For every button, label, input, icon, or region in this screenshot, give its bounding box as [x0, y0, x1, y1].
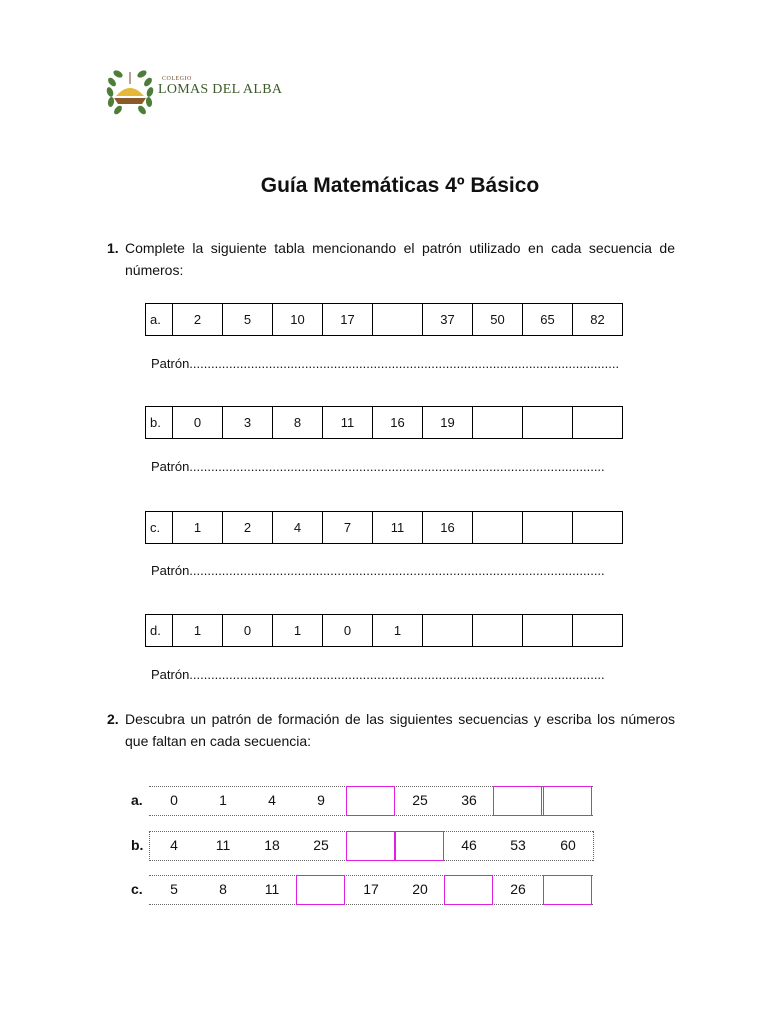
answer-box[interactable] — [296, 875, 345, 905]
blank-answer-cell[interactable] — [373, 304, 423, 336]
sequence-label: d. — [146, 615, 173, 647]
pattern-answer-line[interactable]: Patrón....................................................................................................................... — [151, 356, 620, 371]
sequence-value: 46 — [461, 837, 477, 853]
sequence-table — [145, 614, 623, 647]
sequence-value: 8 — [219, 881, 227, 897]
blank-answer-cell[interactable] — [573, 615, 623, 647]
answer-box[interactable] — [395, 831, 444, 861]
page-title: Guía Matemáticas 4º Básico — [260, 174, 540, 197]
sequence-cell: 4 — [273, 512, 323, 544]
logo-subtitle: COLEGIO — [162, 76, 192, 82]
pattern-answer-line[interactable]: Patrón................................................................................................................... — [151, 459, 605, 474]
sequence-value: 4 — [268, 792, 276, 808]
sequence-row — [125, 875, 605, 905]
sequence-value: 4 — [170, 837, 178, 853]
sequence-label: c. — [131, 881, 143, 897]
sequence-cell: 37 — [423, 304, 473, 336]
sequence-cell: 17 — [323, 304, 373, 336]
answer-box[interactable] — [444, 875, 493, 905]
sequence-cell: 3 — [223, 407, 273, 439]
sequence-value: 0 — [170, 792, 178, 808]
sequence-label: a. — [146, 304, 173, 336]
blank-answer-cell[interactable] — [473, 407, 523, 439]
blank-answer-cell[interactable] — [523, 407, 573, 439]
question-number: 2. — [107, 711, 119, 727]
blank-answer-cell[interactable] — [523, 615, 573, 647]
answer-box[interactable] — [543, 875, 592, 905]
blank-answer-cell[interactable] — [573, 407, 623, 439]
sequence-value: 25 — [313, 837, 329, 853]
sequence-cell: 2 — [223, 512, 273, 544]
sequence-value: 53 — [510, 837, 526, 853]
sequence-cell: 1 — [373, 615, 423, 647]
sequence-value: 1 — [219, 792, 227, 808]
sequence-value: 26 — [510, 881, 526, 897]
sequence-cell: 0 — [323, 615, 373, 647]
sequence-cell: 5 — [223, 304, 273, 336]
question-text: Complete la siguiente tabla mencionando el patrón utilizado en cada secuencia de números: — [125, 240, 675, 278]
sequence-cell: 10 — [273, 304, 323, 336]
sequence-cell: 16 — [373, 407, 423, 439]
laurel-emblem-icon — [104, 62, 156, 118]
sequence-value: 20 — [412, 881, 428, 897]
answer-box[interactable] — [346, 831, 395, 861]
sequence-cell: 11 — [323, 407, 373, 439]
sequence-cell: 8 — [273, 407, 323, 439]
blank-answer-cell[interactable] — [423, 615, 473, 647]
sequence-label: a. — [131, 792, 143, 808]
blank-answer-cell[interactable] — [573, 512, 623, 544]
sequence-table — [145, 511, 623, 544]
sequence-value: 9 — [317, 792, 325, 808]
dotted-line — [149, 904, 593, 905]
dotted-separator — [593, 831, 594, 861]
sequence-cell: 65 — [523, 304, 573, 336]
sequence-cell: 50 — [473, 304, 523, 336]
blank-answer-cell[interactable] — [473, 512, 523, 544]
sequence-cell: 1 — [273, 615, 323, 647]
question-2 — [107, 708, 675, 752]
sequence-cell: 1 — [173, 615, 223, 647]
sequence-label: b. — [146, 407, 173, 439]
sequence-value: 25 — [412, 792, 428, 808]
sequence-cell: 16 — [423, 512, 473, 544]
answer-box[interactable] — [493, 786, 542, 816]
sequence-cell: 2 — [173, 304, 223, 336]
sequence-label: c. — [146, 512, 173, 544]
sequence-value: 11 — [264, 881, 280, 897]
sequence-cell: 1 — [173, 512, 223, 544]
sequence-label: b. — [131, 837, 144, 853]
sequence-table — [145, 406, 623, 439]
sequence-value: 60 — [560, 837, 576, 853]
school-logo — [104, 62, 283, 118]
sequence-value: 36 — [461, 792, 477, 808]
dotted-line — [149, 875, 593, 876]
blank-answer-cell[interactable] — [523, 512, 573, 544]
question-number: 1. — [107, 240, 119, 256]
question-text: Descubra un patrón de formación de las siguientes secuencias y escriba los números que faltan en cada secuencia: — [125, 711, 675, 749]
sequence-cell: 7 — [323, 512, 373, 544]
question-1 — [107, 237, 675, 281]
sequence-cell: 11 — [373, 512, 423, 544]
sequence-value: 17 — [363, 881, 379, 897]
answer-box[interactable] — [543, 786, 592, 816]
logo-name: LOMAS DEL ALBA — [158, 82, 283, 97]
sequence-cell: 0 — [173, 407, 223, 439]
sequence-cell: 0 — [223, 615, 273, 647]
blank-answer-cell[interactable] — [473, 615, 523, 647]
answer-box[interactable] — [346, 786, 395, 816]
sequence-value: 5 — [170, 881, 178, 897]
sequence-row — [125, 831, 605, 861]
sequence-cell: 19 — [423, 407, 473, 439]
sequence-cell: 82 — [573, 304, 623, 336]
sequence-value: 11 — [215, 837, 231, 853]
pattern-answer-line[interactable]: Patrón................................................................................................................... — [151, 667, 605, 682]
sequence-value: 18 — [264, 837, 280, 853]
sequence-table — [145, 303, 623, 336]
sequence-row — [125, 786, 605, 816]
pattern-answer-line[interactable]: Patrón................................................................................................................... — [151, 563, 605, 578]
